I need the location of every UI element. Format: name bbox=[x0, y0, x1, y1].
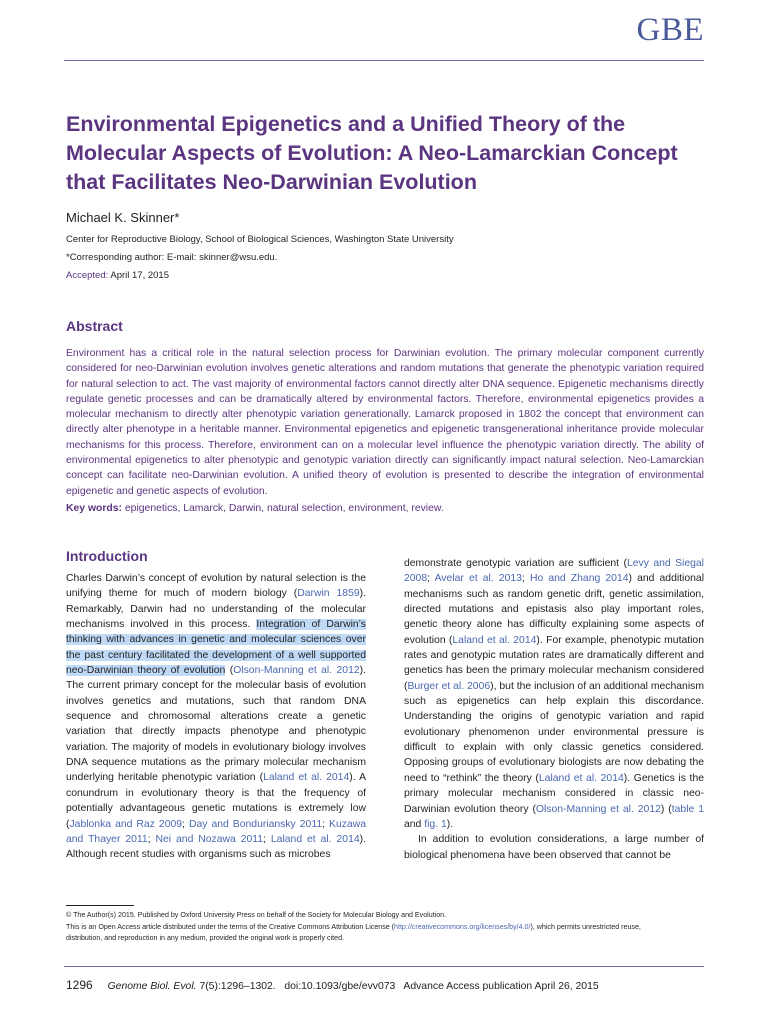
text-run: ). A conundrum in evolutionary theory is that the frequency of potentially advantageous genetic mutations is extremely low ( bbox=[66, 772, 367, 830]
text-run: ), but the inclusion of an additional mechanism such as epigenetics can help explain this discordance. Understanding the origins of genotypic variation and rapid evolutionary phenomenon under environmental pressure is difficult to explain with only classic genetics considered. Opposing groups of evolutionary biologists are now debating the need to “rethink” the theory ( bbox=[404, 680, 704, 784]
citation-link[interactable]: Jablonka and Raz 2009 bbox=[69, 818, 183, 830]
citation-link[interactable]: Avelar et al. 2013 bbox=[434, 573, 522, 585]
text-run: ). The current primary concept for the molecular basis of evolution involves genetics and mutations, such that random DNA sequence and chromosomal alterations create a genetic variation that directly impacts phenotype and phenotypic variation. The majority of models in evolutionary biology involves DNA sequence mutations as the primary molecular mechanism underlying heritable phenotypic variation ( bbox=[66, 665, 366, 784]
page-number: 1296 bbox=[66, 978, 93, 992]
volume-citation: 7(5):1296–1302. bbox=[199, 981, 276, 992]
text-run: ), which permits unrestricted reuse, bbox=[530, 922, 641, 931]
text-run: ). Genetics is the primary molecular mechanism considered in classic neo-Darwinian evolution theory ( bbox=[404, 772, 705, 815]
author-affiliation: Center for Reproductive Biology, School of Biological Sciences, Washington State University bbox=[66, 234, 454, 245]
keywords-list: epigenetics, Lamarck, Darwin, natural selection, environment, review. bbox=[124, 503, 444, 514]
keywords bbox=[66, 503, 704, 514]
article-title: Environmental Epigenetics and a Unified Theory of the Molecular Aspects of Evolution: A Neo-Lamarckian Concept that Facilitates Neo-Darwinian Evolution bbox=[66, 112, 678, 194]
text-run: ). bbox=[446, 818, 454, 830]
corresponding-author: *Corresponding author: E-mail: skinner@wsu.edu. bbox=[66, 252, 278, 263]
page-footer bbox=[66, 978, 599, 992]
citation-link[interactable]: Kuzawa and Thayer 2011 bbox=[66, 818, 366, 845]
citation-link[interactable]: Levy and Siegal 2008 bbox=[404, 558, 704, 585]
text-run: ; bbox=[427, 573, 435, 585]
text-run: ; bbox=[521, 573, 530, 585]
text-run: ; bbox=[182, 818, 189, 830]
author-name: Michael K. Skinner* bbox=[66, 210, 180, 225]
journal-name: Genome Biol. Evol. bbox=[107, 981, 197, 992]
figure-link[interactable]: fig. 1 bbox=[424, 818, 447, 830]
introduction-heading: Introduction bbox=[66, 548, 148, 564]
accepted-label: Accepted: bbox=[66, 270, 109, 281]
text-run: demonstrate genotypic variation are sufficient ( bbox=[404, 558, 627, 569]
copyright-footnote bbox=[66, 910, 706, 945]
citation-link[interactable]: Ho and Zhang 2014 bbox=[529, 573, 629, 585]
text-run: This is an Open Access article distributed under the terms of the Creative Commons Attribution License ( bbox=[66, 922, 395, 931]
citation-link[interactable]: Burger et al. 2006 bbox=[407, 680, 491, 692]
table-link[interactable]: table 1 bbox=[671, 803, 705, 815]
text-run: ; bbox=[147, 833, 156, 845]
text-run: ) and additional mechanisms such as random genetic drift, genetic assimilation, directed mutations and epistasis also play important roles, genetic theory alone has difficulty explaining some aspects of evolution ( bbox=[404, 573, 705, 646]
journal-logo: GBE bbox=[636, 12, 704, 48]
text-run: ) ( bbox=[660, 803, 672, 815]
intro-right-column bbox=[404, 556, 704, 863]
text-run: ; bbox=[263, 833, 271, 845]
citation-link[interactable]: Olson-Manning et al. 2012 bbox=[233, 665, 360, 677]
citation-link[interactable]: Darwin 1859 bbox=[297, 588, 360, 600]
license-link[interactable]: http://creativecommons.org/licenses/by/4.0/ bbox=[394, 922, 531, 931]
text-run: ). Remarkably, Darwin had no understanding of the molecular mechanisms involved in this process. bbox=[66, 588, 366, 631]
citation-link[interactable]: Laland et al. 2014 bbox=[538, 772, 624, 784]
intro-paragraph-1-cont bbox=[404, 556, 704, 832]
license-line-2: distribution, and reproduction in any medium, provided the original work is properly cited. bbox=[66, 934, 344, 942]
highlighted-text[interactable]: Integration of Darwin’s thinking with advances in genetic and molecular sciences over the past century facilitated the development of a well supported neo-Darwinian theory of evolution bbox=[66, 619, 366, 677]
text-run: ( bbox=[225, 665, 234, 677]
footnote-rule bbox=[66, 905, 134, 906]
intro-left-column bbox=[66, 571, 366, 863]
copyright-line: © The Author(s) 2015. Published by Oxford University Press on behalf of the Society for Molecular Biology and Evolution. bbox=[66, 911, 447, 919]
citation-link[interactable]: Laland et al. 2014 bbox=[452, 634, 537, 646]
text-run: ). For example, phenotypic mutation rates and genotypic mutation rates are dramatically different and genetics has been the primary molecular mechanism considered ( bbox=[404, 634, 704, 692]
citation-link[interactable]: Olson-Manning et al. 2012 bbox=[535, 803, 661, 815]
intro-paragraph-1 bbox=[66, 571, 366, 863]
citation-link[interactable]: Nei and Nozawa 2011 bbox=[155, 833, 264, 845]
accepted-date bbox=[66, 270, 169, 281]
citation-link[interactable]: Laland et al. 2014 bbox=[270, 833, 360, 845]
text-run: and bbox=[404, 818, 425, 830]
citation-link[interactable]: Laland et al. 2014 bbox=[263, 772, 350, 784]
top-rule bbox=[64, 60, 704, 61]
text-run: ). Although recent studies with organisms such as microbes bbox=[66, 833, 366, 861]
advance-access: Advance Access publication April 26, 2015 bbox=[403, 981, 599, 992]
text-run: Charles Darwin’s concept of evolution by natural selection is the unifying theme for much of modern biology ( bbox=[66, 573, 366, 600]
abstract-text: Environment has a critical role in the natural selection process for Darwinian evolution. The primary molecular component currently considered for neo-Darwinian evolution involves genetic alterations and random mutations that generate the phenotypic variation required for natural selection to act. The vast majority of environmental factors cannot directly alter DNA sequence. Epigenetic mechanisms directly regulate genetic processes and can be dramatically altered by environmental factors. Therefore, environmental epigenetics provides a molecular mechanism to directly alter phenotypic variation generationally. Lamarck proposed in 1802 the concept that environment can directly alter phenotype in a heritable manner. Environmental epigenetics and epigenetic transgenerational inheritance provide molecular mechanisms for this process. Therefore, environment can on a molecular level influence the phenotypic variation directly. The ability of environmental epigenetics to alter phenotypic and genotypic variation directly can significantly impact natural selection. Neo-Lamarckian concept can facilitate neo-Darwinian evolution. A unified theory of evolution is presented to describe the integration of environmental epigenetic and genetic aspects of evolution. bbox=[66, 348, 704, 497]
bottom-rule bbox=[64, 966, 704, 967]
license-line bbox=[66, 922, 706, 934]
intro-paragraph-2: In addition to evolution considerations, a large number of biological phenomena have been observed that cannot be bbox=[404, 834, 704, 861]
accepted-date-value: April 17, 2015 bbox=[110, 270, 169, 281]
doi: doi:10.1093/gbe/evv073 bbox=[284, 981, 396, 992]
citation-link[interactable]: Day and Bonduriansky 2011 bbox=[188, 818, 323, 830]
text-run: ; bbox=[322, 818, 330, 830]
abstract-heading: Abstract bbox=[66, 318, 123, 334]
keywords-label: Key words: bbox=[66, 503, 123, 514]
